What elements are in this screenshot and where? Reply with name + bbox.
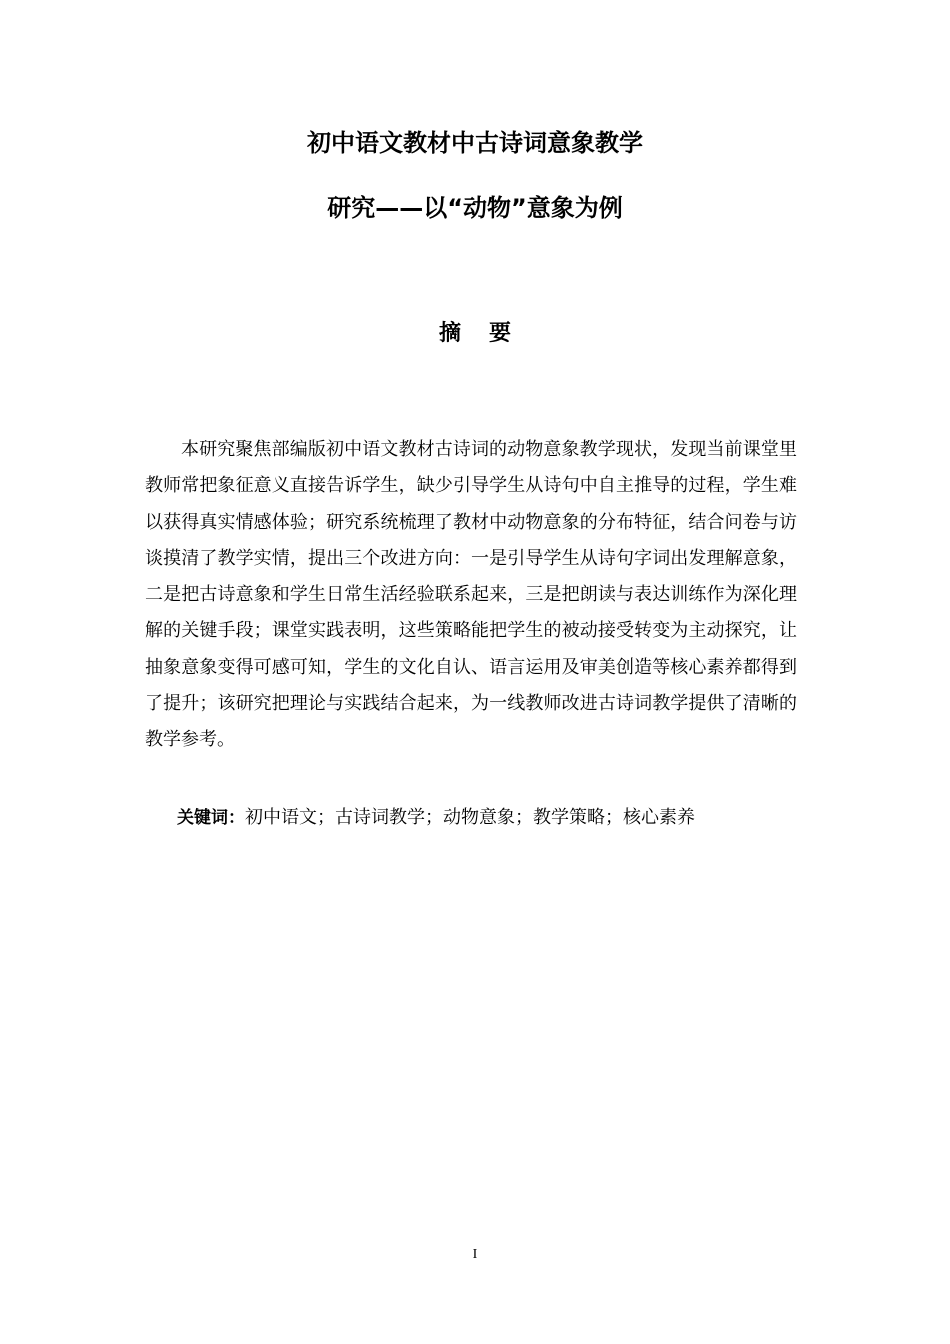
page-number: I (472, 1247, 478, 1262)
title-line-1: 初中语文教材中古诗词意象教学 (307, 129, 643, 157)
keywords-line (177, 804, 797, 832)
keywords-label: 关键词： (177, 808, 245, 828)
keywords-text: 初中语文；古诗词教学；动物意象；教学策略；核心素养 (245, 807, 695, 828)
abstract-body: 本研究聚焦部编版初中语文教材古诗词的动物意象教学现状，发现当前课堂里教师常把象征意义直接告诉学生，缺少引导学生从诗句中自主推导的过程，学生难以获得真实情感体验；研究系统梳理了教材中动物意象的分布特征，结合问卷与访谈摸清了教学实情，提出三个改进方向：一是引导学生从诗句字词出发理解意象，二是把古诗意象和学生日常生活经验联系起来，三是把朗读与表达训练作为深化理解的关键手段；课堂实践表明，这些策略能把学生的被动接受转变为主动探究，让抽象意象变得可感可知，学生的文化自认、语言运用及审美创造等核心素养都得到了提升；该研究把理论与实践结合起来，为一线教师改进古诗词教学提供了清晰的教学参考。 (145, 439, 797, 751)
abstract-heading: 摘要 (438, 321, 539, 346)
title-line-2: 研究——以“动物”意象为例 (327, 194, 623, 222)
